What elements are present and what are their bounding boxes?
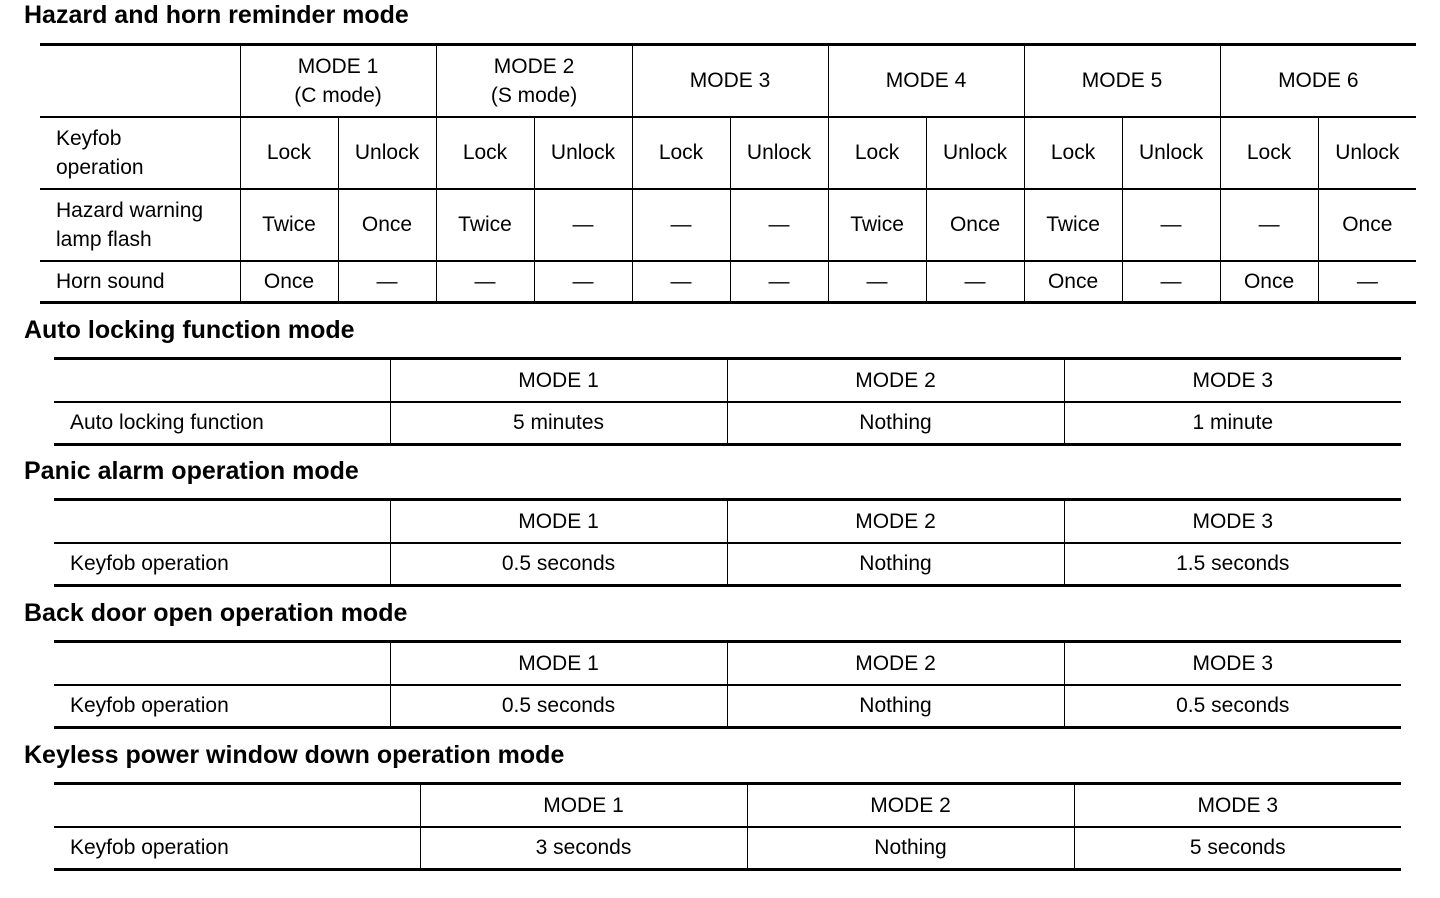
mode-3-header: MODE 3: [1074, 784, 1401, 827]
mode-label: MODE 3: [689, 69, 771, 93]
table-cell: Lock: [1220, 117, 1318, 189]
mode-2-header: MODE 2: [747, 784, 1074, 827]
table-cell: Unlock: [338, 117, 436, 189]
table-cell: —: [926, 261, 1024, 303]
header-corner: [54, 359, 390, 402]
back-door-table: [54, 640, 1401, 729]
hazard-horn-row: [40, 261, 1416, 303]
row-label: Keyfob operation: [54, 827, 420, 870]
panic-table: [54, 498, 1401, 587]
table-cell: Once: [1024, 261, 1122, 303]
table-cell: Once: [240, 261, 338, 303]
mode-label: MODE 5: [1081, 69, 1163, 93]
mode-3-header: MODE 3: [1064, 359, 1401, 402]
hazard-horn-table: [40, 43, 1416, 304]
row-label: Keyfob operation: [54, 685, 390, 728]
back-door-header-row: [54, 642, 1401, 685]
mode-1-header: MODE 1: [390, 359, 727, 402]
table-cell: Lock: [828, 117, 926, 189]
table-cell: —: [534, 189, 632, 261]
table-cell: Nothing: [747, 827, 1074, 870]
table-cell: Once: [1220, 261, 1318, 303]
table-cell: —: [436, 261, 534, 303]
table-cell: Unlock: [534, 117, 632, 189]
row-label: [40, 117, 240, 189]
table-cell: Unlock: [1318, 117, 1416, 189]
row-label: Horn sound: [40, 261, 240, 303]
mode-3-header: MODE 3: [1064, 500, 1401, 543]
table-cell: Twice: [1024, 189, 1122, 261]
table-cell: —: [730, 261, 828, 303]
panic-section-title: Panic alarm operation mode: [24, 457, 359, 485]
table-cell: Lock: [240, 117, 338, 189]
mode-label: MODE 4: [885, 69, 967, 93]
header-corner: [54, 784, 420, 827]
hazard-mode-3-header: [632, 45, 828, 117]
table-cell: Lock: [1024, 117, 1122, 189]
hazard-lamp-row: [40, 189, 1416, 261]
table-cell: —: [730, 189, 828, 261]
row-label-line-2: lamp flash: [56, 227, 152, 251]
back-door-section-title: Back door open operation mode: [24, 599, 408, 627]
table-cell: 5 seconds: [1074, 827, 1401, 870]
table-cell: Once: [926, 189, 1024, 261]
mode-2-header: MODE 2: [727, 359, 1064, 402]
table-cell: Nothing: [727, 543, 1064, 586]
table-cell: Twice: [240, 189, 338, 261]
row-label-line-1: Hazard warning: [56, 198, 204, 222]
mode-2-header: MODE 2: [727, 500, 1064, 543]
auto-lock-header-row: [54, 359, 1401, 402]
table-cell: 0.5 seconds: [390, 685, 727, 728]
auto-lock-table: [54, 357, 1401, 446]
row-label: Auto locking function: [54, 402, 390, 445]
hazard-mode-5-header: [1024, 45, 1220, 117]
mode-sublabel: (S mode): [490, 83, 578, 107]
table-cell: Twice: [828, 189, 926, 261]
row-label-line-2: operation: [56, 155, 144, 179]
hazard-header-row: [40, 45, 1416, 117]
table-cell: Once: [338, 189, 436, 261]
table-cell: —: [632, 189, 730, 261]
table-cell: Unlock: [926, 117, 1024, 189]
table-cell: Unlock: [730, 117, 828, 189]
header-corner: [54, 642, 390, 685]
panic-value-row: [54, 543, 1401, 586]
table-cell: Unlock: [1122, 117, 1220, 189]
table-cell: —: [1220, 189, 1318, 261]
table-cell: —: [338, 261, 436, 303]
panic-header-row: [54, 500, 1401, 543]
hazard-mode-1-header: [240, 45, 436, 117]
mode-label: MODE 1: [297, 54, 379, 78]
hazard-section-title: Hazard and horn reminder mode: [24, 1, 409, 29]
row-label-line-1: Keyfob: [56, 126, 122, 150]
table-cell: —: [1122, 189, 1220, 261]
row-label: [40, 189, 240, 261]
hazard-keyfob-row: [40, 117, 1416, 189]
mode-1-header: MODE 1: [390, 642, 727, 685]
table-cell: 1 minute: [1064, 402, 1401, 445]
mode-sublabel: (C mode): [294, 83, 382, 107]
auto-lock-value-row: [54, 402, 1401, 445]
table-cell: Nothing: [727, 402, 1064, 445]
back-door-value-row: [54, 685, 1401, 728]
mode-label: MODE 2: [493, 54, 575, 78]
table-cell: 0.5 seconds: [1064, 685, 1401, 728]
table-cell: Once: [1318, 189, 1416, 261]
table-cell: —: [828, 261, 926, 303]
table-cell: Nothing: [727, 685, 1064, 728]
hazard-mode-4-header: [828, 45, 1024, 117]
row-label: Keyfob operation: [54, 543, 390, 586]
table-cell: Lock: [632, 117, 730, 189]
table-cell: 1.5 seconds: [1064, 543, 1401, 586]
mode-1-header: MODE 1: [420, 784, 747, 827]
table-cell: —: [1122, 261, 1220, 303]
hazard-header-corner: [40, 45, 240, 117]
power-window-section-title: Keyless power window down operation mode: [24, 741, 565, 769]
mode-3-header: MODE 3: [1064, 642, 1401, 685]
table-cell: —: [534, 261, 632, 303]
hazard-mode-6-header: [1220, 45, 1416, 117]
table-cell: 0.5 seconds: [390, 543, 727, 586]
table-cell: —: [1318, 261, 1416, 303]
mode-1-header: MODE 1: [390, 500, 727, 543]
hazard-mode-2-header: [436, 45, 632, 117]
mode-label: MODE 6: [1278, 69, 1359, 93]
header-corner: [54, 500, 390, 543]
table-cell: —: [632, 261, 730, 303]
mode-2-header: MODE 2: [727, 642, 1064, 685]
table-cell: Twice: [436, 189, 534, 261]
auto-lock-section-title: Auto locking function mode: [24, 316, 355, 344]
table-cell: Lock: [436, 117, 534, 189]
table-cell: 5 minutes: [390, 402, 727, 445]
power-window-header-row: [54, 784, 1401, 827]
table-cell: 3 seconds: [420, 827, 747, 870]
power-window-value-row: [54, 827, 1401, 870]
power-window-table: [54, 782, 1401, 871]
